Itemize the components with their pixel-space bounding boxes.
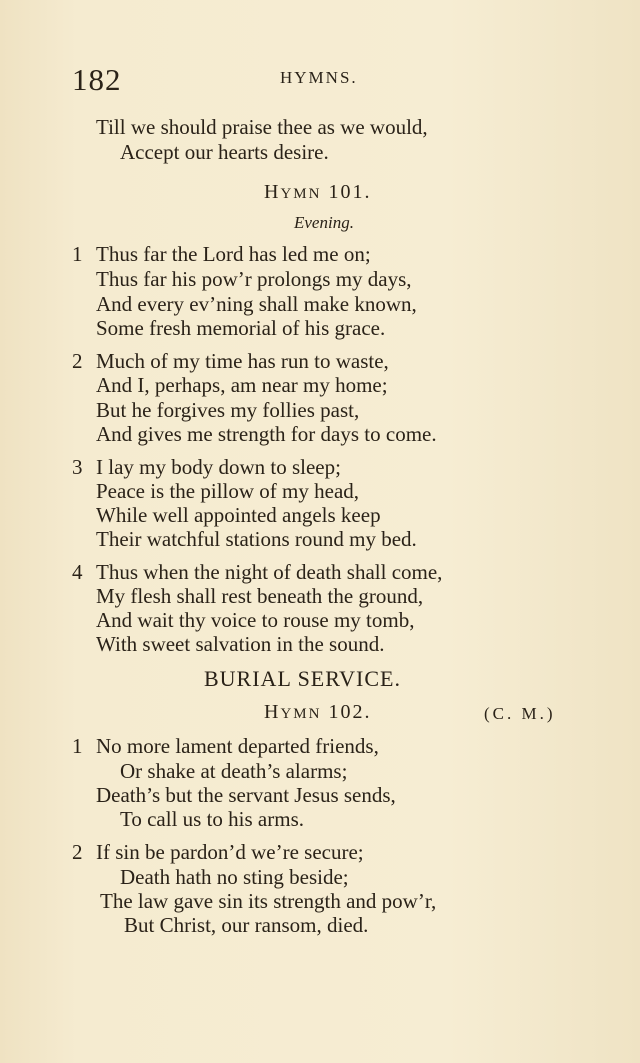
hymn-102-meter: (C. M.) — [484, 704, 556, 723]
section-title: BURIAL SERVICE. — [204, 666, 401, 691]
page-number: 182 — [72, 62, 122, 97]
verse-line: But he forgives my follies past, — [96, 398, 360, 422]
running-head: HYMNS. — [280, 68, 358, 87]
verse-line: Thus when the night of death shall come, — [96, 560, 443, 584]
verse-line: And gives me strength for days to come. — [96, 422, 437, 446]
verse-line: Thus far the Lord has led me on; — [96, 242, 371, 266]
verse-line: Some fresh memorial of his grace. — [96, 316, 386, 340]
hymn-102-title: HYMN 102. — [264, 701, 372, 723]
verse-number: 2 — [72, 840, 83, 864]
verse-line: Their watchful stations round my bed. — [96, 527, 417, 551]
verse-number: 1 — [72, 734, 83, 758]
verse-line: My flesh shall rest beneath the ground, — [96, 584, 424, 608]
verse-number: 2 — [72, 349, 83, 373]
verse-line: I lay my body down to sleep; — [96, 455, 341, 479]
verse-line: And wait thy voice to rouse my tomb, — [96, 608, 415, 632]
verse-line: Death’s but the servant Jesus sends, — [96, 783, 396, 807]
verse-line: Peace is the pillow of my head, — [96, 479, 360, 503]
verse-line: While well appointed angels keep — [96, 503, 381, 527]
verse-line: Till we should praise thee as we would, — [96, 115, 428, 139]
verse-line: Accept our hearts desire. — [120, 140, 329, 164]
verse-line: And I, perhaps, am near my home; — [96, 373, 388, 397]
verse-line: The law gave sin its strength and pow’r, — [100, 889, 437, 913]
verse-line: With sweet salvation in the sound. — [96, 632, 385, 656]
verse-number: 1 — [72, 242, 83, 266]
verse-line: Thus far his pow’r prolongs my days, — [96, 267, 412, 291]
verse-line: Death hath no sting beside; — [120, 865, 349, 889]
verse-line: And every ev’ning shall make known, — [96, 292, 417, 316]
verse-number: 3 — [72, 455, 83, 479]
page-header — [72, 62, 572, 102]
verse-line: No more lament departed friends, — [96, 734, 379, 758]
hymn-101-subtitle: Evening. — [294, 213, 354, 232]
verse-line: To call us to his arms. — [120, 807, 305, 831]
verse-line: Or shake at death’s alarms; — [120, 759, 348, 783]
verse-line: But Christ, our ransom, died. — [124, 913, 369, 937]
hymn-101-title: HYMN 101. — [264, 181, 372, 203]
verse-number: 4 — [72, 560, 83, 584]
verse-line: If sin be pardon’d we’re secure; — [96, 840, 364, 864]
verse-line: Much of my time has run to waste, — [96, 349, 389, 373]
